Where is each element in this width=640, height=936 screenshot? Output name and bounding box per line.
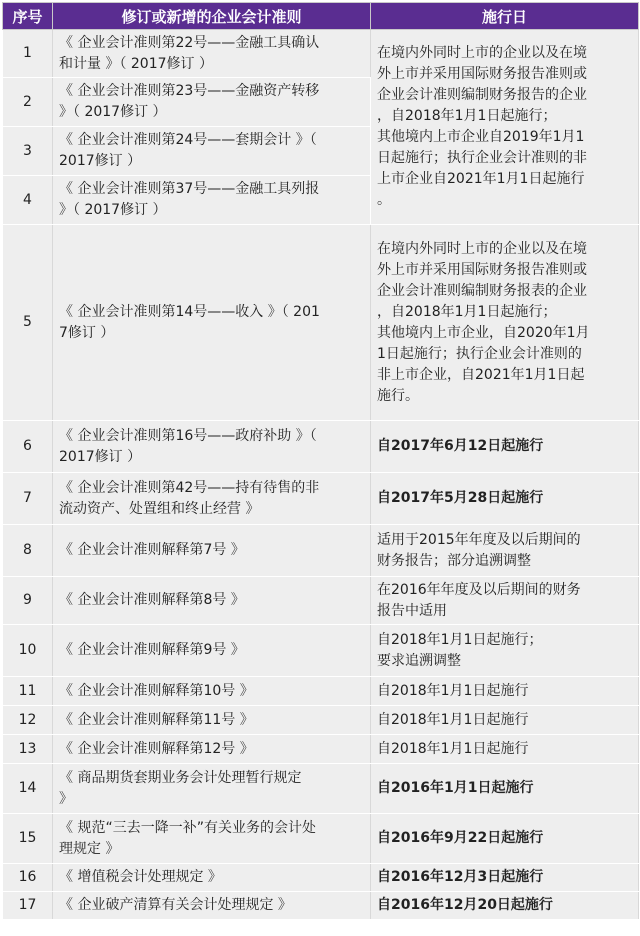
table-row [3,625,639,677]
row-number: 5 [3,225,53,421]
row-number: 4 [3,176,53,225]
effective-date: 在境内外同时上市的企业以及在境 外上市并采用国际财务报告准则或 企业会计准则编制财务报表的企业 ，自2018年1月1日起施行； 其他境内上市企业，自2020年1月 1日起施行；执行企业会计准则的 非上市企业，自2021年1月1日起 施行。 [371,225,639,421]
standard-name: 《 企业会计准则解释第11号 》 [53,706,371,735]
standard-name: 《 企业会计准则第16号——政府补助 》（ 2017修订 ） [53,421,371,473]
row-number: 14 [3,764,53,814]
table-row [3,864,639,892]
standard-name: 《 商品期货套期业务会计处理暂行规定 》 [53,764,371,814]
table-row [3,735,639,764]
row-number: 6 [3,421,53,473]
table-row [3,30,639,78]
row-number: 3 [3,127,53,176]
row-number: 1 [3,30,53,78]
standard-name: 《 规范“三去一降一补”有关业务的会计处 理规定 》 [53,814,371,864]
effective-date: 自2016年12月20日起施行 [371,892,639,920]
effective-date: 自2018年1月1日起施行 [371,735,639,764]
effective-date: 在境内外同时上市的企业以及在境 外上市并采用国际财务报告准则或 企业会计准则编制财务报告的企业 ，自2018年1月1日起施行； 其他境内上市企业自2019年1月1 日起施行；执行企业会计准则的非 上市企业自2021年1月1日起施行 。 [371,30,639,225]
standard-name: 《 企业会计准则第42号——持有待售的非 流动资产、处置组和终止经营 》 [53,473,371,525]
standards-table [2,2,639,920]
standard-name: 《 企业会计准则解释第8号 》 [53,577,371,625]
effective-date: 在2016年年度及以后期间的财务 报告中适用 [371,577,639,625]
row-number: 17 [3,892,53,920]
standard-name: 《 企业会计准则解释第7号 》 [53,525,371,577]
table-row [3,764,639,814]
table-row [3,473,639,525]
row-number: 12 [3,706,53,735]
effective-date: 自2016年9月22日起施行 [371,814,639,864]
row-number: 11 [3,677,53,706]
effective-date: 自2017年5月28日起施行 [371,473,639,525]
standard-name: 《 企业会计准则第23号——金融资产转移 》（ 2017修订 ） [53,78,371,127]
table-row [3,677,639,706]
effective-date: 自2018年1月1日起施行 [371,677,639,706]
effective-date: 自2018年1月1日起施行； 要求追溯调整 [371,625,639,677]
standard-name: 《 企业会计准则第37号——金融工具列报 》（ 2017修订 ） [53,176,371,225]
effective-date: 自2017年6月12日起施行 [371,421,639,473]
standard-name: 《 增值税会计处理规定 》 [53,864,371,892]
effective-date: 自2018年1月1日起施行 [371,706,639,735]
row-number: 7 [3,473,53,525]
row-number: 15 [3,814,53,864]
row-number: 8 [3,525,53,577]
row-number: 13 [3,735,53,764]
row-number: 10 [3,625,53,677]
table-row [3,706,639,735]
standard-name: 《 企业会计准则解释第10号 》 [53,677,371,706]
table-row [3,577,639,625]
standard-name: 《 企业会计准则解释第9号 》 [53,625,371,677]
header-row [3,3,639,30]
standard-name: 《 企业会计准则第24号——套期会计 》（ 2017修订 ） [53,127,371,176]
effective-date: 自2016年12月3日起施行 [371,864,639,892]
header-effective: 施行日 [371,3,639,30]
header-no: 序号 [3,3,53,30]
effective-date: 适用于2015年年度及以后期间的 财务报告；部分追溯调整 [371,525,639,577]
standard-name: 《 企业会计准则第22号——金融工具确认 和计量 》（ 2017修订 ） [53,30,371,78]
standard-name: 《 企业会计准则第14号——收入 》（ 201 7修订 ） [53,225,371,421]
header-standard: 修订或新增的企业会计准则 [53,3,371,30]
table-row [3,525,639,577]
table-row [3,814,639,864]
row-number: 2 [3,78,53,127]
row-number: 9 [3,577,53,625]
table-row [3,421,639,473]
table-row [3,892,639,920]
row-number: 16 [3,864,53,892]
effective-date: 自2016年1月1日起施行 [371,764,639,814]
table-row [3,225,639,421]
standard-name: 《 企业破产清算有关会计处理规定 》 [53,892,371,920]
standard-name: 《 企业会计准则解释第12号 》 [53,735,371,764]
